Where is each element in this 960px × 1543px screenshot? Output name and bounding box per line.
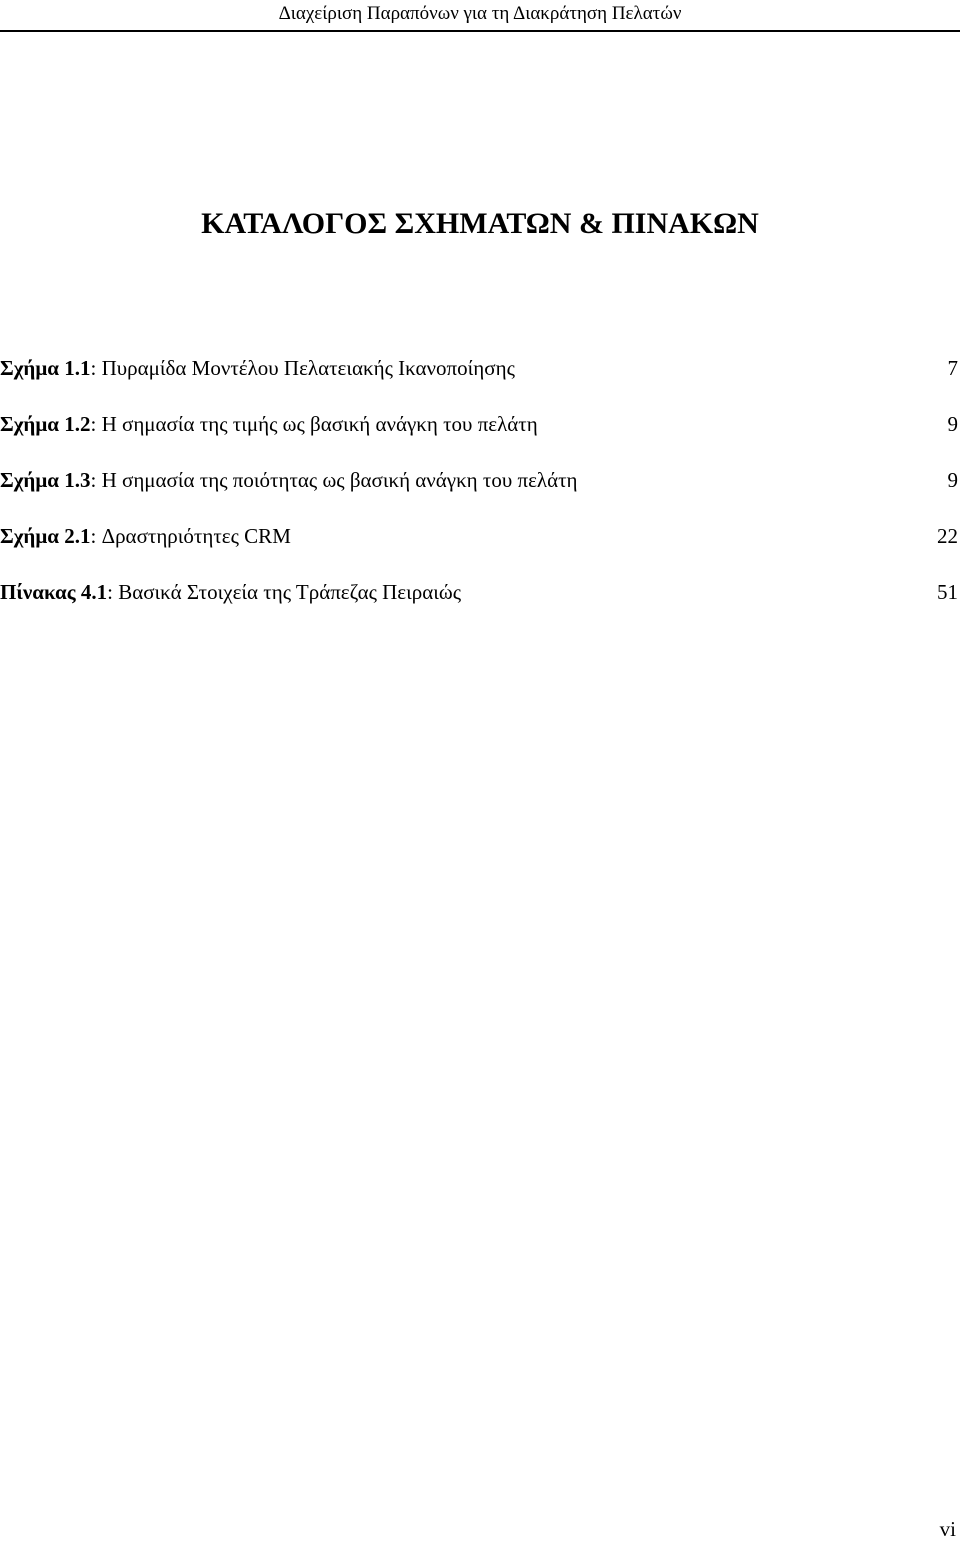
toc-entry-label: Σχήμα 2.1 xyxy=(0,524,91,548)
toc-entry-page: 9 xyxy=(947,412,958,436)
toc-entry-separator: : xyxy=(90,524,102,548)
toc-entry-title: Η σημασία της τιμής ως βασική ανάγκη του πελάτη xyxy=(101,412,538,436)
running-header: Διαχείριση Παραπόνων για τη Διακράτηση Πελατών xyxy=(278,3,682,24)
toc-entry-label: Σχήμα 1.3 xyxy=(0,468,91,492)
toc-entry-separator: : xyxy=(90,356,102,380)
toc-entry-separator: : xyxy=(90,412,102,436)
toc-entry-figure-1-1[interactable] xyxy=(0,350,958,406)
list-of-figures-and-tables xyxy=(0,350,958,630)
toc-entry-title: Βασικά Στοιχεία της Τράπεζας Πειραιώς xyxy=(118,580,462,604)
toc-entry-label: Σχήμα 1.2 xyxy=(0,412,91,436)
toc-entry-table-4-1[interactable] xyxy=(0,574,958,630)
toc-entry-figure-1-2[interactable] xyxy=(0,406,958,462)
toc-entry-title: Δραστηριότητες CRM xyxy=(101,524,291,548)
toc-entry-figure-2-1[interactable] xyxy=(0,518,958,574)
toc-entry-separator: : xyxy=(107,580,119,604)
toc-entry-figure-1-3[interactable] xyxy=(0,462,958,518)
toc-entry-title: Η σημασία της ποιότητας ως βασική ανάγκη του πελάτη xyxy=(101,468,578,492)
toc-entry-page: 22 xyxy=(937,524,958,548)
toc-entry-title: Πυραμίδα Μοντέλου Πελατειακής Ικανοποίησης xyxy=(101,356,515,380)
page-title: ΚΑΤΑΛΟΓΟΣ ΣΧΗΜΑΤΩΝ & ΠΙΝΑΚΩΝ xyxy=(201,207,759,240)
toc-entry-page: 9 xyxy=(947,468,958,492)
header-rule xyxy=(0,30,960,32)
toc-entry-page: 51 xyxy=(937,580,958,604)
toc-entry-label: Πίνακας 4.1 xyxy=(0,580,108,604)
page-number: vi xyxy=(939,1517,956,1541)
toc-entry-page: 7 xyxy=(947,356,958,380)
toc-entry-label: Σχήμα 1.1 xyxy=(0,356,91,380)
toc-entry-separator: : xyxy=(90,468,102,492)
